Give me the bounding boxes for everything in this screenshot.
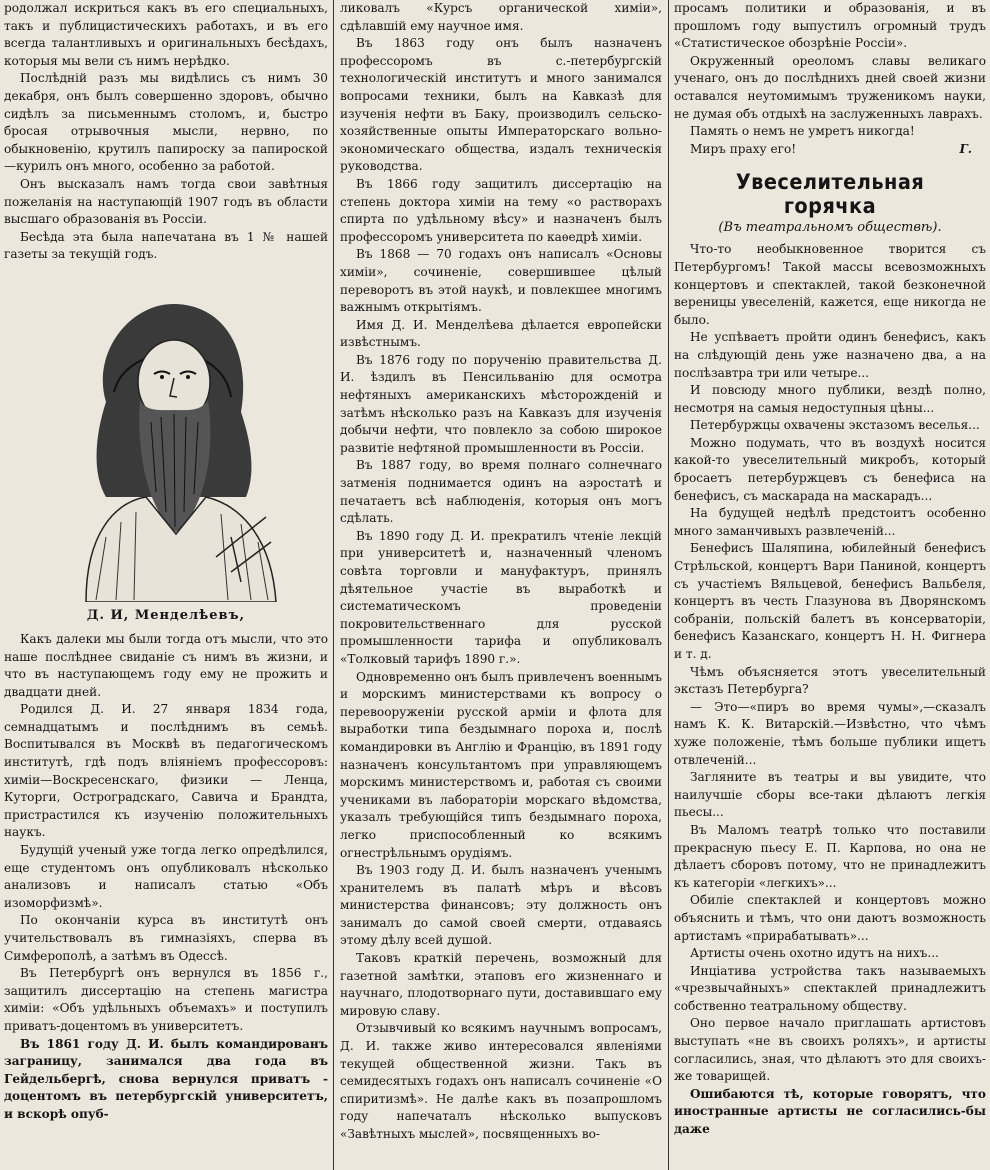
paragraph: Въ 1866 году защитилъ диссертацію на степень доктора химіи на тему «о растворахъ спирта по удѣльному вѣсу» и назначенъ былъ профессоромъ университета по каѳедрѣ химіи. bbox=[340, 176, 662, 244]
paragraph: Въ 1868 — 70 годахъ онъ написалъ «Основы химіи», сочиненіе, совершившее цѣлый переворотъ въ этой наукѣ, и повлекшее многимъ важнымъ открытіямъ. bbox=[340, 247, 662, 315]
paragraph: Память о немъ не умретъ никогда! bbox=[690, 124, 915, 139]
article-headline: Увеселительная горячка bbox=[735, 170, 925, 219]
paragraph: Артисты очень охотно идутъ на нихъ... bbox=[690, 946, 939, 961]
column-2 bbox=[340, 0, 662, 1170]
paragraph: ликовалъ «Курсъ органической химіи», сдѣлавшій ему научное имя. bbox=[340, 1, 662, 33]
paragraph: Оно первое начало приглашать артистовъ выступать «не въ своихъ роляхъ», и артисты согласились, зная, что дѣлаютъ это для своихъ-же товарищей. bbox=[674, 1016, 986, 1084]
paragraph: Послѣдній разъ мы видѣлись съ нимъ 30 декабря, онъ былъ совершенно здоровъ, обычно сидѣлъ за письменнымъ столомъ, и, быстро бросая отрывочныя мысли, нервно, по обыкновенію, крутилъ папироску за папироской—курилъ онъ много, особенно за работой. bbox=[4, 71, 328, 174]
paragraph: Въ 1863 году онъ былъ назначенъ профессоромъ въ с.-петербургскій технологическій институтъ и много занимался вопросами техники, былъ на Кавказѣ для изученія нефти въ Баку, производилъ сельско-хозяйственные опыты Императорскаго вольно-экономическаго общества, издалъ техническія руководства. bbox=[340, 36, 662, 174]
column-1 bbox=[4, 0, 328, 1170]
paragraph: Будущій ученый уже тогда легко опредѣлился, еще студентомъ онъ опубликовалъ нѣсколько анализовъ и написалъ статью «Объ изоморфизмѣ». bbox=[4, 843, 328, 910]
closing-line bbox=[674, 141, 986, 159]
paragraph: Въ 1876 году по порученію правительства Д. И. ѣздилъ въ Пенсильванію для осмотра нефтяныхъ американскихъ мѣсторожденій и затѣмъ нѣсколько разъ на Кавказъ для изученія добычи нефти, что повлекло за собою широкое развитіе нефтяной промышленности въ Россіи. bbox=[340, 352, 662, 455]
paragraph: По окончаніи курса въ институтѣ онъ учительствовалъ въ гимназіяхъ, сперва въ Симферополѣ, а затѣмъ въ Одессѣ. bbox=[4, 913, 328, 963]
paragraph: На будущей недѣлѣ предстоитъ особенно много заманчивыхъ развлеченій... bbox=[674, 506, 986, 538]
column-3 bbox=[674, 0, 986, 1170]
article-subheadline: (Въ театральномъ обществѣ). bbox=[718, 220, 942, 236]
column-divider bbox=[668, 0, 669, 1170]
paragraph: Одновременно онъ былъ привлеченъ военнымъ и морскимъ министерствами къ вопросу о перевооруженіи русской арміи и флота для выработки типа бездымнаго пороха и, послѣ командировки въ Англію и Францію, въ 1891 году назначенъ консультантомъ при управляющемъ морскимъ министерствомъ и, работая съ своими учениками въ лабораторіи морскаго вѣдомства, указалъ требующійся типъ бездымнаго пороха, легко приспособленный ко всякимъ огнестрѣльнымъ орудіямъ. bbox=[340, 669, 662, 860]
paragraph: Чѣмъ объясняется этотъ увеселительный экстазъ Петербурга? bbox=[674, 664, 986, 697]
mendeleev-portrait bbox=[36, 282, 296, 602]
paragraph: Таковъ краткій перечень, возможный для газетной замѣтки, этаповъ его жизненнаго и научнаго, плодотворнаго пути, доставившаго ему мировую славу. bbox=[340, 951, 662, 1018]
paragraph: Ошибаются тѣ, которые говорятъ, что иностранные артисты не согласились-бы даже bbox=[674, 1086, 986, 1137]
paragraph: Окруженный ореоломъ славы великаго ученаго, онъ до послѣднихъ дней своей жизни оставался неутомимымъ труженикомъ науки, не думая объ отдыхѣ на заслуженныхъ лаврахъ. bbox=[674, 53, 986, 121]
paragraph: Можно подумать, что въ воздухѣ носится какой-то увеселительный микробъ, который бросаетъ петербуржцевъ съ бенефиса на бенефисъ, съ маскарада на маскарадъ... bbox=[674, 435, 986, 503]
paragraph: Какъ далеки мы были тогда отъ мысли, что это наше послѣднее свиданіе съ нимъ въ жизни, и что въ наступающемъ году ему не прожить и двадцати дней. bbox=[4, 631, 328, 699]
paragraph: Въ 1890 году Д. И. прекратилъ чтеніе лекцій при университетѣ и, назначенный членомъ совѣта торговли и мануфактуръ, принялъ дѣятельное участіе въ выработкѣ и систематическомъ проведеніи покровительственнаго для русской промышленности тарифа и опубликовалъ «Толковый тарифъ 1890 г.». bbox=[340, 528, 662, 666]
paragraph: Петербуржцы охвачены экстазомъ веселья... bbox=[690, 418, 980, 433]
paragraph: Обиліе спектаклей и концертовъ можно объяснить и тѣмъ, что они даютъ возможность артистамъ «прирабатывать»... bbox=[674, 893, 986, 943]
paragraph: И повсюду много публики, вездѣ полно, несмотря на самыя недоступныя цѣны... bbox=[674, 383, 986, 415]
column-divider bbox=[333, 0, 334, 1170]
paragraph: Инціатива устройства такъ называемыхъ «чрезвычайныхъ» спектаклей принадлежитъ собственно театральному обществу. bbox=[674, 963, 986, 1013]
paragraph: родолжал искриться какъ въ его специальныхъ, такъ и публицистическихъ работахъ, и въ его всегда талантливыхъ и оригинальныхъ бесѣдахъ, которыя мы вели съ нимъ нерѣдко. bbox=[4, 1, 328, 68]
paragraph: Въ 1861 году Д. И. былъ командированъ заграницу, занимался два года въ Гейдельбергѣ, снова вернулся приватъ - доцентомъ въ петербургскій университетъ, и вскорѣ опуб- bbox=[4, 1036, 328, 1121]
paragraph: просамъ политики и образованія, и въ прошломъ году выпустилъ огромный трудъ «Статистическое обозрѣніе Россіи». bbox=[674, 1, 986, 51]
paragraph: Отзывчивый ко всякимъ научнымъ вопросамъ, Д. И. также живо интересовался явленіями текущей общественной жизни. Такъ въ семидесятыхъ годахъ онъ написалъ сочиненіе «О спиритизмѣ». Не далѣе какъ въ позапрошломъ году напечаталъ нѣсколько выпусковъ «Завѣтныхъ мыслей», посвященныхъ во- bbox=[340, 1021, 662, 1141]
paragraph: Въ Маломъ театрѣ только что поставили прекрасную пьесу Е. П. Карпова, но она не дѣлаетъ сборовъ потому, что не принадлежитъ къ категоріи «легкихъ»... bbox=[674, 822, 986, 890]
paragraph: Не успѣваетъ пройти одинъ бенефисъ, какъ на слѣдующій день уже назначено два, а на послѣзавтра три или четыре... bbox=[674, 330, 986, 380]
paragraph: — Это—«пиръ во время чумы»,—сказалъ намъ К. К. Витарскій.—Извѣстно, что чѣмъ хуже положеніе, тѣмъ больше публики ищетъ отвлеченій... bbox=[674, 699, 986, 767]
paragraph: Въ Петербургѣ онъ вернулся въ 1856 г., защитилъ диссертацію на степень магистра химіи: «Объ удѣльныхъ объемахъ» и поступилъ приватъ-доцентомъ въ университетъ. bbox=[4, 966, 328, 1033]
paragraph: Загляните въ театры и вы увидите, что наилучшіе сборы все-таки дѣлаютъ легкія пьесы... bbox=[674, 770, 986, 820]
paragraph: Бенефисъ Шаляпина, юбилейный бенефисъ Стрѣльской, концертъ Вари Паниной, концертъ съ участіемъ Вяльцевой, бенефисъ Вальбеля, концертъ въ честь Глазунова въ Дворянскомъ собраніи, польскій балетъ въ консерваторіи, бенефисъ Казанскаго, концертъ Н. Н. Фигнера и т. д. bbox=[674, 541, 986, 661]
paragraph: Родился Д. И. 27 января 1834 года, семнадцатымъ и послѣднимъ въ семьѣ. Воспитывался въ Москвѣ въ педагогическомъ институтѣ, гдѣ подъ вліяніемъ профессоровъ: химіи—Воскресенскаго, физики — Ленца, Куторги, Остроградскаго, Савича и Брандта, пристрастился къ изученію положительныхъ наукъ. bbox=[4, 702, 328, 840]
paragraph: Что-то необыкновенное творится съ Петербургомъ! Такой массы всевозможныхъ концертовъ и спектаклей, такой безконечной вереницы увеселеній, кажется, еще никогда не было. bbox=[674, 242, 986, 327]
paragraph: Онъ высказалъ намъ тогда свои завѣтныя пожеланія на наступающій 1907 годъ въ области высшаго образованія въ Россіи. bbox=[4, 176, 328, 227]
paragraph: Въ 1887 году, во время полнаго солнечнаго затменія поднимается одинъ на аэростатѣ и печатаетъ всѣ наблюденія, которыя онъ могъ сдѣлать. bbox=[340, 458, 662, 526]
paragraph: Имя Д. И. Менделѣева дѣлается европейски извѣстнымъ. bbox=[340, 317, 662, 350]
portrait-caption: Д. И, Менделѣевъ, bbox=[86, 607, 246, 623]
author-signature: Г. bbox=[959, 141, 972, 156]
paragraph: Бесѣда эта была напечатана въ 1 № нашей газеты за текущій годъ. bbox=[4, 229, 328, 262]
paragraph: Въ 1903 году Д. И. былъ назначенъ ученымъ хранителемъ въ палатѣ мѣръ и вѣсовъ министерства финансовъ; эту должность онъ занималъ до самой своей смерти, отдаваясь этому дѣлу всей душой. bbox=[340, 863, 662, 948]
closing-text: Миръ праху его! bbox=[690, 141, 797, 156]
